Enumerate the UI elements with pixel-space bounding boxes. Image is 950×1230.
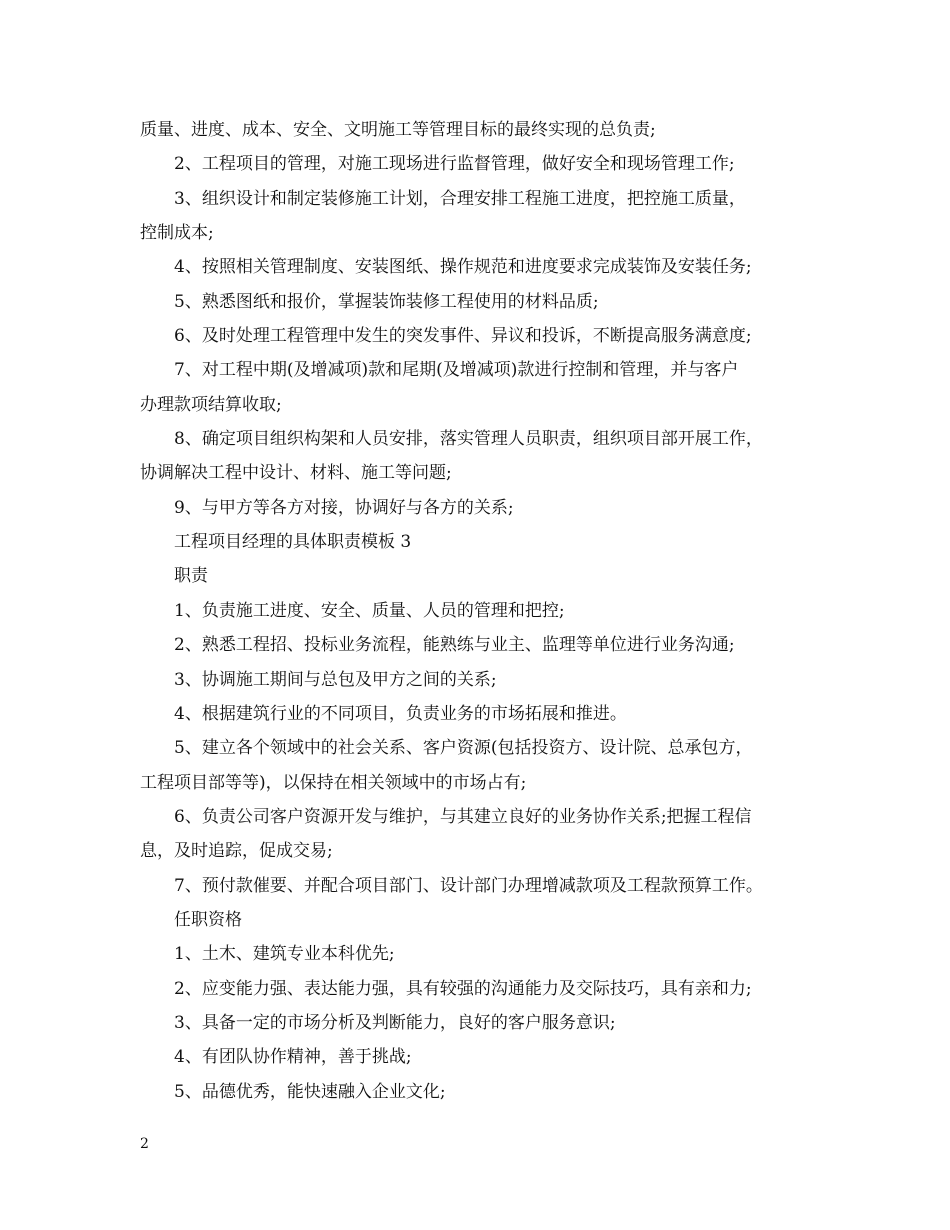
text-line: 职责 [174,566,208,587]
text-line: 4、按照相关管理制度、安装图纸、操作规范和进度要求完成装饰及安装任务; [174,257,752,278]
text-line: 5、品德优秀，能快速融入企业文化; [174,1081,446,1102]
text-line: 4、有团队协作精神，善于挑战; [174,1047,412,1068]
text-line: 任职资格 [174,909,242,930]
text-line: 5、熟悉图纸和报价，掌握装饰装修工程使用的材料品质; [174,291,599,312]
text-line: 控制成本; [140,223,214,244]
text-line: 办理款项结算收取; [140,394,282,415]
text-line: 1、负责施工进度、安全、质量、人员的管理和把控; [174,600,565,621]
text-line: 9、与甲方等各方对接，协调好与各方的关系; [174,497,514,518]
text-line: 1、土木、建筑专业本科优先; [174,944,395,965]
text-line: 4、根据建筑行业的不同项目，负责业务的市场拓展和推进。 [174,703,627,724]
text-line: 6、及时处理工程管理中发生的突发事件、异议和投诉，不断提高服务满意度; [174,326,752,347]
text-line: 2、应变能力强、表达能力强，具有较强的沟通能力及交际技巧，具有亲和力; [174,978,752,999]
text-line: 7、对工程中期(及增减项)款和尾期(及增减项)款进行控制和管理，并与客户 [174,360,739,381]
text-line: 工程项目经理的具体职责模板 3 [174,532,412,553]
text-line: 质量、进度、成本、安全、文明施工等管理目标的最终实现的总负责; [140,120,656,140]
text-line: 3、组织设计和制定装修施工计划，合理安排工程施工进度，把控施工质量， [174,188,746,209]
text-line: 6、负责公司客户资源开发与维护，与其建立良好的业务协作关系;把握工程信 [174,806,752,827]
text-line: 3、具备一定的市场分析及判断能力，良好的客户服务意识; [174,1012,616,1033]
text-line: 8、确定项目组织构架和人员安排，落实管理人员职责，组织项目部开展工作， [174,429,763,450]
text-line: 2、熟悉工程招、投标业务流程，能熟练与业主、监理等单位进行业务沟通; [174,635,735,656]
text-line: 2、工程项目的管理，对施工现场进行监督管理，做好安全和现场管理工作; [174,154,735,175]
document-body [140,113,820,1109]
text-line: 7、预付款催要、并配合项目部门、设计部门办理增减款项及工程款预算工作。 [174,875,763,896]
text-line: 3、协调施工期间与总包及甲方之间的关系; [174,669,497,690]
text-line: 5、建立各个领域中的社会关系、客户资源(包括投资方、设计院、总承包方， [174,738,753,759]
text-line: 息，及时追踪，促成交易; [140,841,333,862]
text-line: 工程项目部等等)，以保持在相关领域中的市场占有; [140,772,527,793]
text-line: 协调解决工程中设计、材料、施工等问题; [140,463,452,484]
page-number: 2 [140,1136,149,1152]
